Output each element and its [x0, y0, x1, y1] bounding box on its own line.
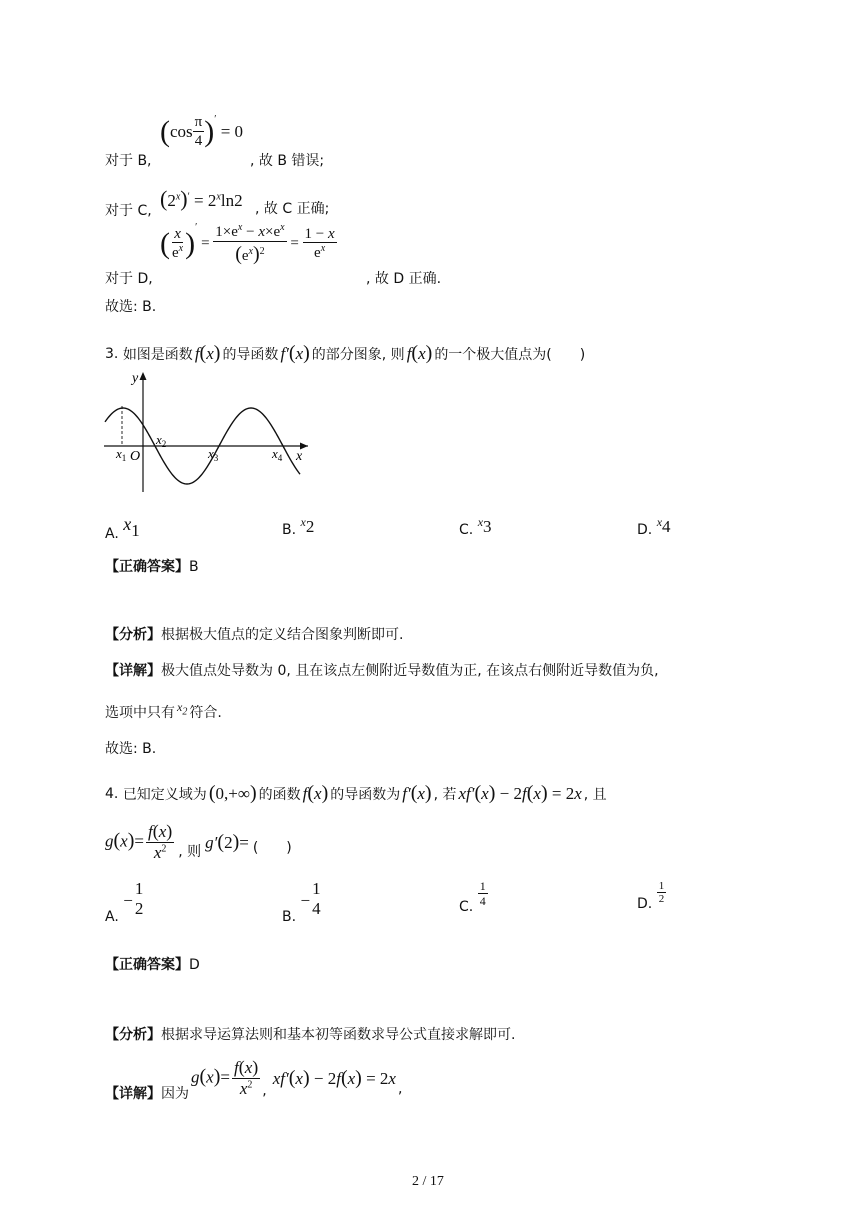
q4-gx-def: g(x)= $\frac{f(x)}{x^2}$: [105, 821, 173, 862]
q3-stem: [105, 342, 585, 365]
line-d-suffix: , 故 D 正确.: [366, 271, 442, 287]
q3-text-c: 的部分图象, 则: [311, 346, 405, 363]
q3-text-a: 如图是函数: [122, 346, 193, 363]
y-axis-label: y: [132, 371, 139, 386]
q3-answer: 【正确答案】B: [105, 559, 199, 575]
line-b-prefix: 对于 B,: [105, 153, 152, 169]
q4-option-b: B. − 1 4: [282, 879, 321, 926]
q3-option-c: C. $x_3$: [459, 515, 492, 538]
q4-stem-2: g(x)= $\frac{f(x)}{x^2}$ , 则 g′(2)= ( ): [105, 821, 292, 862]
q4-detail-equation: xf′(x) − 2f(x) = 2x: [272, 1067, 396, 1090]
q3-text-d: 的一个极大值点为( ): [434, 346, 586, 363]
q4-equation: xf′(x) − 2f(x) = 2x: [458, 782, 582, 804]
q3-option-d: D. $x_4$: [637, 515, 671, 538]
q4-analysis: 【分析】根据求导运算法则和基本初等函数求导公式直接求解即可.: [105, 1027, 516, 1043]
q4-answer: 【正确答案】D: [105, 957, 200, 973]
q4-gp2: g′(2)=: [205, 831, 249, 854]
x1-label: $x_1$: [116, 446, 127, 463]
origin-label: O: [130, 449, 141, 464]
q3-choose: 故选: B.: [105, 741, 157, 757]
q4-option-d: D. $\frac{1}{2}$: [637, 880, 665, 913]
q3-analysis: 【分析】根据极大值点的定义结合图象判断即可.: [105, 627, 404, 643]
q4-stem: 4. 已知定义域为 (0,+∞) 的函数 f(x) 的导函数为 f′(x) , 若 xf′(x) − 2f(x) = 2x , 且: [105, 782, 607, 804]
q3-number: 3.: [105, 345, 119, 362]
line-b-suffix: , 故 B 错误;: [250, 153, 325, 169]
q3-detail-2: 选项中只有 $x_2$ 符合.: [105, 700, 222, 721]
q3-detail: 【详解】极大值点处导数为 0, 且在该点左侧附近导数值为正, 在该点右侧附近导数值为负,: [105, 663, 659, 679]
formula-d: ( $\frac{x}{e^x}$ )′ = $\frac{1\times e^x - x\times e^x}{(e^x)^2}$ = $\frac{1 - x}{e^x}$: [160, 222, 335, 265]
q4-fpx: f′(x): [402, 782, 432, 804]
formula-c: $(2^x)' = 2^x\ln 2$: [160, 186, 243, 211]
q4-option-c: C. $\frac{1}{4}$: [459, 879, 486, 915]
formula-b: (cos $\frac{\pi}{4}$ )′ = 0: [160, 114, 244, 149]
q3-text-b: 的导函数: [222, 346, 279, 363]
q4-domain: (0,+∞): [208, 782, 257, 804]
line-d-prefix: 对于 D,: [105, 271, 153, 287]
q4-option-a: A. − 1 2: [105, 879, 144, 926]
q3-option-b: B. $x_2$: [282, 515, 315, 538]
x2-label: $x_2$: [156, 432, 167, 449]
x-axis-label: x: [296, 449, 303, 464]
line-c-prefix: 对于 C,: [105, 203, 152, 219]
q3-fx-2: f(x): [406, 342, 433, 364]
page-number: 2 / 17: [412, 1174, 444, 1189]
derivative-graph: [100, 368, 320, 496]
x4-label: $x_4$: [272, 446, 283, 463]
q3-option-a: A. $x_1$: [105, 514, 140, 542]
q4-detail: 【详解】因为 g(x)= $\frac{f(x)}{x^2}$ , xf′(x) − 2f(x) = 2x ,: [105, 1057, 403, 1102]
q4-detail-gx: g(x)= $\frac{f(x)}{x^2}$: [191, 1057, 259, 1098]
q3-fx: f(x): [194, 342, 221, 364]
choose-1: 故选: B.: [105, 299, 157, 315]
y-axis-arrow: [140, 372, 147, 380]
line-c-suffix: , 故 C 正确;: [255, 201, 330, 217]
q3-fpx: f′(x): [280, 342, 310, 364]
q4-fx: f(x): [302, 782, 329, 804]
x3-label: $x_3$: [208, 446, 219, 463]
